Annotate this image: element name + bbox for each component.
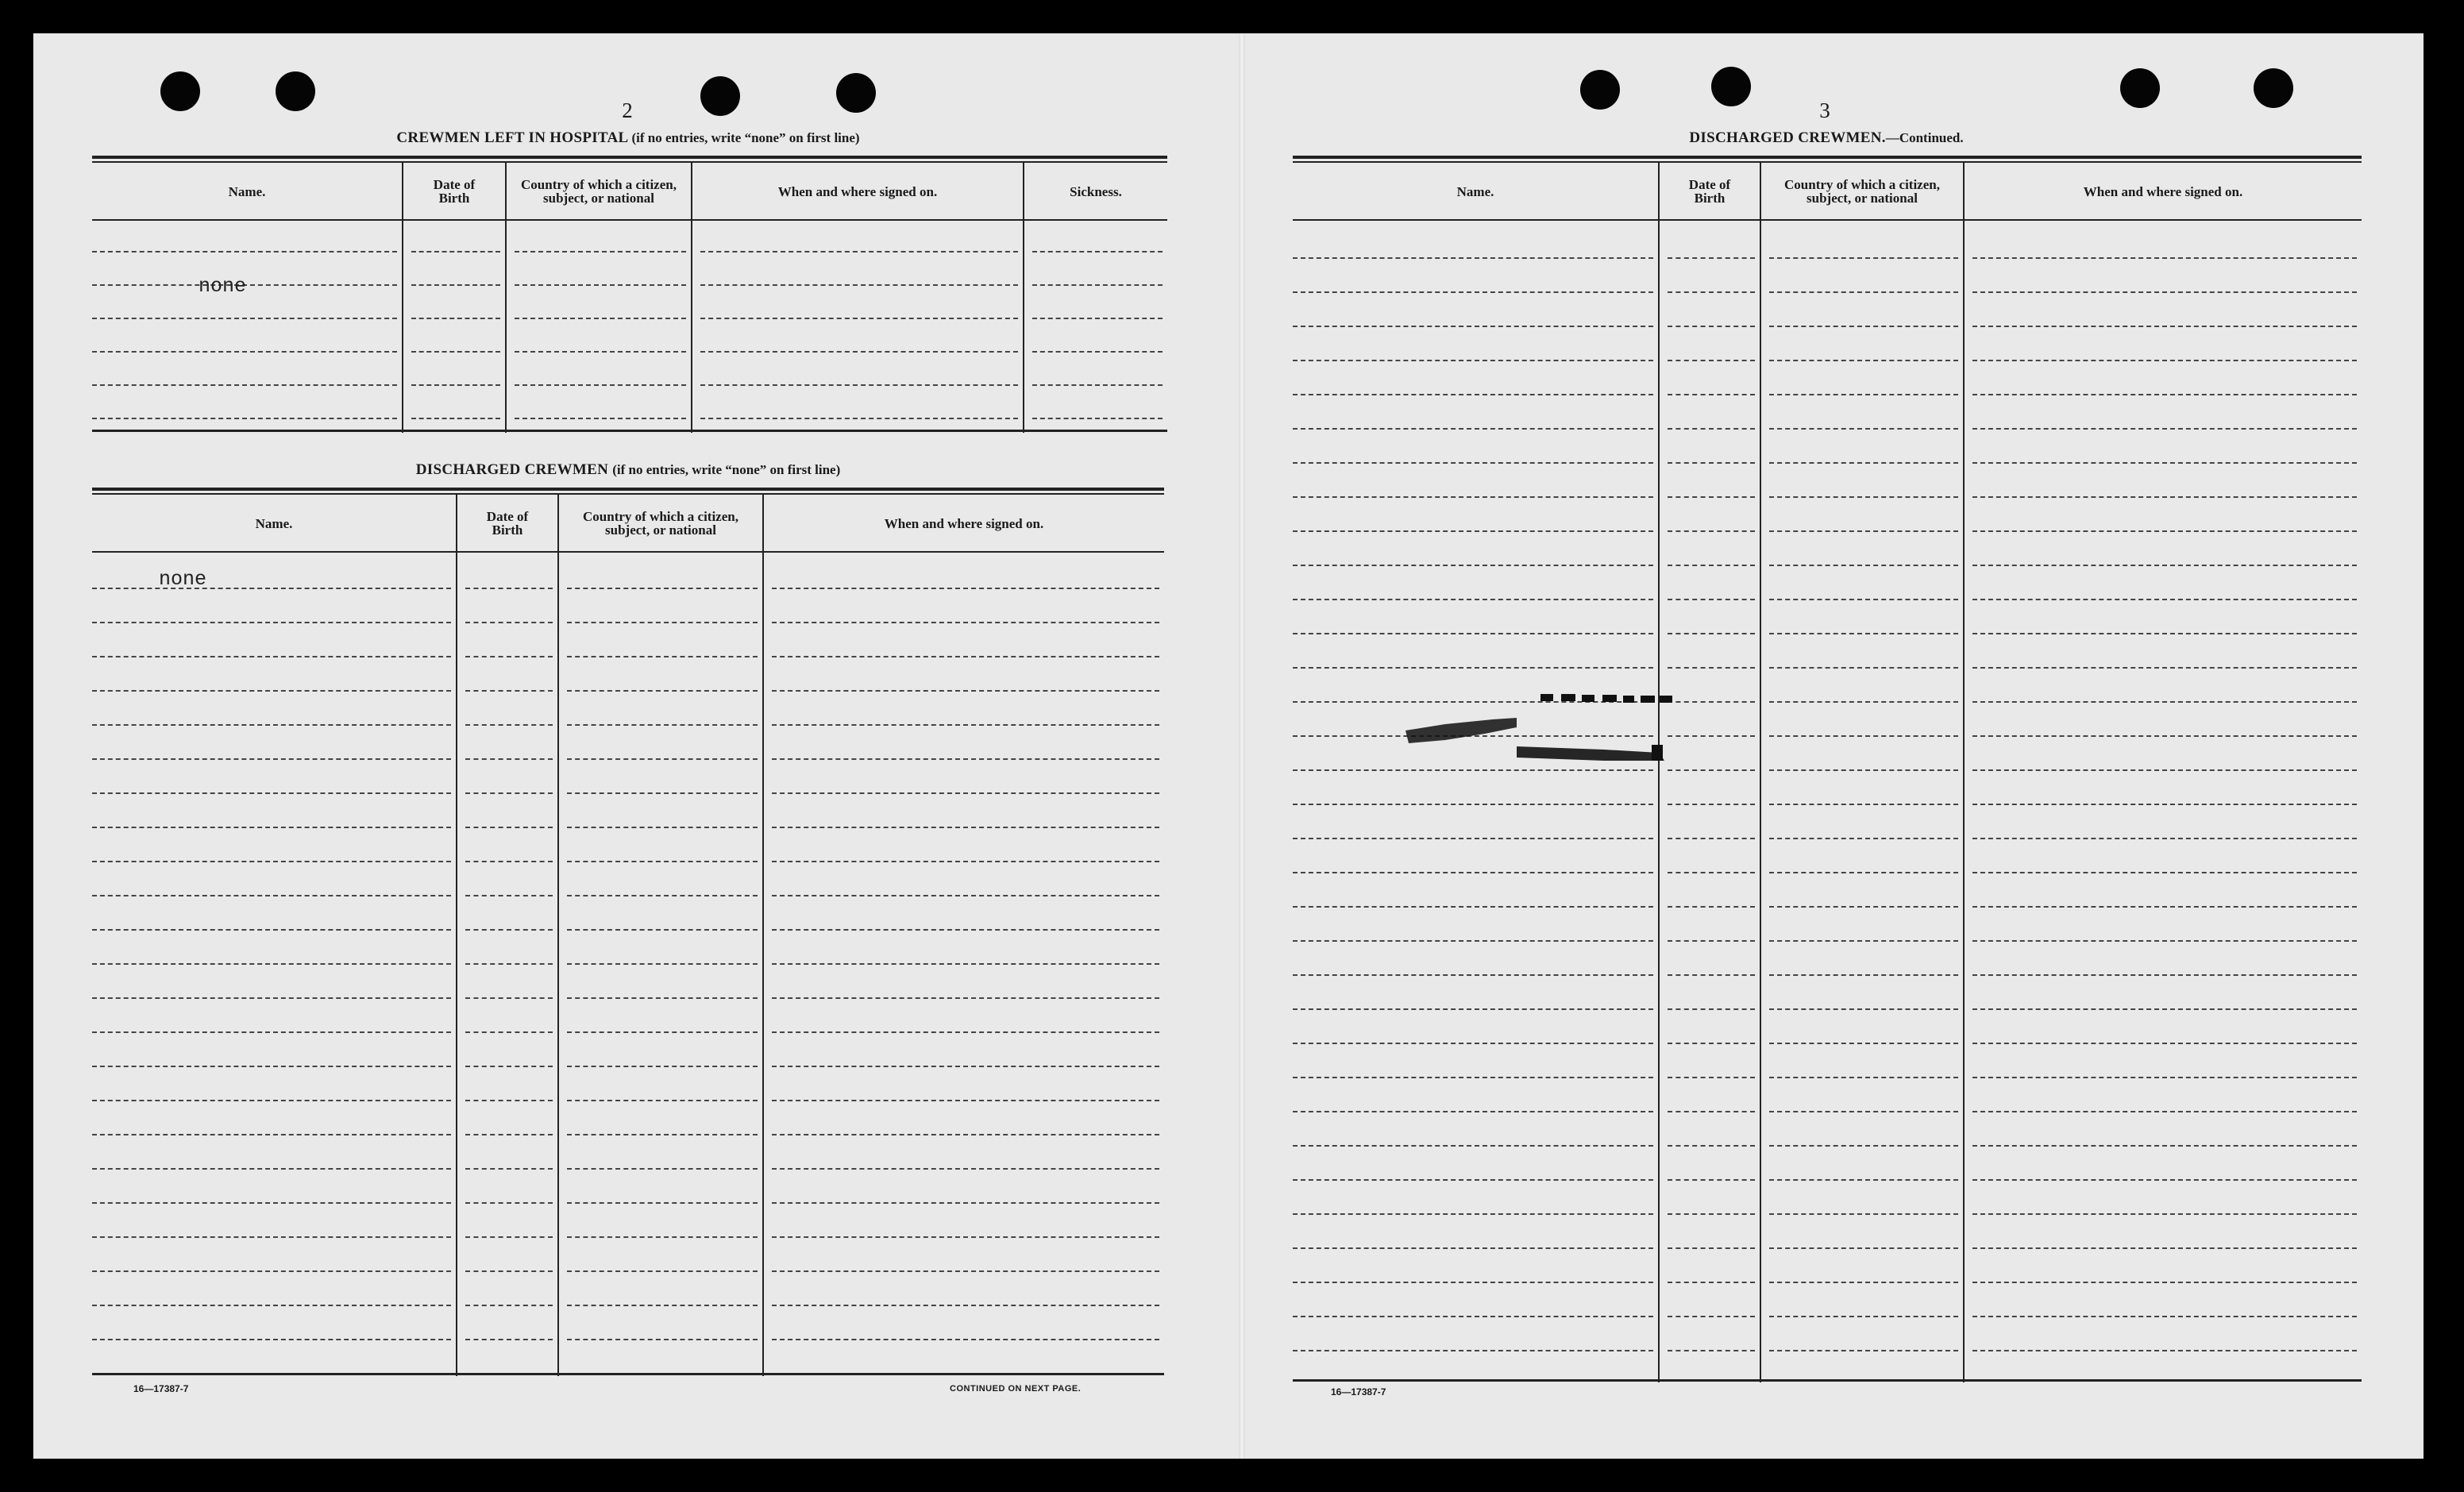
entry-line: [1668, 291, 1755, 293]
entry-line: [567, 622, 758, 623]
entry-line: [1293, 326, 1653, 327]
entry-line: [1769, 1213, 1958, 1215]
page-fold: [1239, 33, 1245, 1459]
entry-line: [465, 792, 553, 794]
entry-line: [1293, 1213, 1653, 1215]
entry-line: [92, 1031, 451, 1033]
entry-line: [567, 690, 758, 692]
entry-line: [465, 1168, 553, 1170]
section-title-text: DISCHARGED CREWMEN: [415, 461, 609, 478]
entry-line: [1769, 1008, 1958, 1010]
entry-line: [465, 1270, 553, 1272]
entry-line: [92, 588, 451, 589]
entry-line: [772, 1202, 1159, 1204]
entry-line: [1668, 1008, 1755, 1010]
entry-line: [92, 1339, 451, 1340]
entry-line: [1668, 1145, 1755, 1147]
entry-line: [1972, 257, 2357, 259]
entry-line: [1032, 418, 1163, 419]
column-header-country: Country of which a citizen, subject, or national: [583, 509, 738, 538]
entry-line: [515, 251, 686, 253]
entry-line: [567, 588, 758, 589]
column-divider: [1023, 161, 1024, 433]
hospital-section-title: [92, 129, 1164, 147]
form-number: 16—17387-7: [1331, 1386, 1386, 1398]
entry-line: [1668, 428, 1755, 430]
entry-line: [1769, 1077, 1958, 1078]
entry-line: [1972, 1247, 2357, 1249]
punch-hole: [2120, 68, 2160, 108]
entry-line: [1668, 1077, 1755, 1078]
section-title-text: DISCHARGED CREWMEN.: [1689, 129, 1886, 146]
entry-line: [465, 1236, 553, 1238]
entry-line: [772, 622, 1159, 623]
entry-line: [1769, 940, 1958, 942]
entry-line: [1668, 1043, 1755, 1044]
entry-line: [411, 284, 500, 286]
entry-line: [92, 827, 451, 828]
discharged-continued-table: [1293, 156, 2362, 1385]
entry-line: [1769, 1316, 1958, 1317]
entry-line: [92, 758, 451, 760]
entry-line: [1668, 1247, 1755, 1249]
entry-line: [772, 929, 1159, 931]
entry-line: [567, 758, 758, 760]
entry-line: [515, 384, 686, 386]
entry-line: [1769, 769, 1958, 771]
entry-line: [92, 1270, 451, 1272]
entry-line: [1769, 1350, 1958, 1351]
entry-line: [1293, 1077, 1653, 1078]
entry-line: [772, 724, 1159, 726]
entry-line: [567, 1134, 758, 1135]
entry-line: [1668, 940, 1755, 942]
entry-line: [1769, 326, 1958, 327]
discharged-table: [92, 488, 1164, 1378]
entry-line: [465, 1031, 553, 1033]
entry-line: [1769, 906, 1958, 908]
entry-line: [92, 997, 451, 999]
entry-line: [1972, 291, 2357, 293]
entry-line: [1293, 1247, 1653, 1249]
entry-line: [772, 792, 1159, 794]
column-header-date-of-birth: Date of Birth: [486, 509, 529, 538]
entry-line: [1972, 1213, 2357, 1215]
entry-line: [465, 861, 553, 862]
entry-line: [1769, 974, 1958, 976]
column-header-date-of-birth: Date of Birth: [433, 177, 476, 206]
entry-line: [411, 318, 500, 319]
entry-line: [1032, 351, 1163, 353]
entry-line: [92, 861, 451, 862]
entry-line: [1293, 291, 1653, 293]
entry-line: [772, 963, 1159, 965]
punch-hole: [700, 76, 740, 116]
continued-note: CONTINUED ON NEXT PAGE.: [950, 1384, 1082, 1394]
entry-line: [772, 1031, 1159, 1033]
entry-line: [1769, 496, 1958, 498]
entry-line: [567, 1066, 758, 1067]
column-header-name: Name.: [255, 515, 293, 531]
column-divider: [691, 161, 692, 433]
entry-line: [1293, 462, 1653, 464]
column-header-sickness: Sickness.: [1070, 183, 1122, 199]
entry-line: [567, 861, 758, 862]
entry-line: [1668, 1350, 1755, 1351]
entry-line: [92, 724, 451, 726]
entry-line: [1293, 872, 1653, 873]
entry-line: [567, 792, 758, 794]
column-header-signed-on: When and where signed on.: [2083, 183, 2243, 199]
entry-line: [1293, 1145, 1653, 1147]
entry-line: [515, 284, 686, 286]
entry-line: [1972, 1145, 2357, 1147]
entry-line: [1668, 906, 1755, 908]
entry-line: [567, 895, 758, 896]
entry-line: [465, 622, 553, 623]
entry-line: [567, 1305, 758, 1306]
discharged-continued-title: [1293, 129, 2360, 147]
section-title-text: CREWMEN LEFT IN HOSPITAL: [396, 129, 628, 146]
entry-line: [465, 758, 553, 760]
entry-line: [465, 588, 553, 589]
entry-line: [1668, 530, 1755, 532]
entry-line: [1972, 1077, 2357, 1078]
entry-line: [1769, 428, 1958, 430]
entry-line: [515, 418, 686, 419]
entry-line: [1668, 1111, 1755, 1112]
entry-line: [567, 1270, 758, 1272]
entry-line: [772, 861, 1159, 862]
entry-line: [1293, 667, 1653, 669]
section-subtitle-text: (if no entries, write “none” on first line): [631, 130, 860, 145]
entry-line: [92, 1168, 451, 1170]
punch-hole: [276, 71, 315, 111]
column-header-name: Name.: [228, 183, 266, 199]
entry-line: [772, 1339, 1159, 1340]
entry-line: [1769, 291, 1958, 293]
entry-line: [465, 690, 553, 692]
entry-line: [1972, 496, 2357, 498]
entry-line: [411, 384, 500, 386]
entry-line: [92, 895, 451, 896]
entry-line: [1972, 326, 2357, 327]
entry-line: [567, 929, 758, 931]
entry-line: [411, 251, 500, 253]
entry-line: [1769, 599, 1958, 600]
entry-line: [92, 1066, 451, 1067]
entry-line: [567, 1339, 758, 1340]
entry-line: [1769, 530, 1958, 532]
punch-hole: [2254, 68, 2293, 108]
entry-line: [1668, 838, 1755, 839]
entry-line: [1293, 633, 1653, 634]
entry-line: [1668, 1316, 1755, 1317]
entry-line: [567, 997, 758, 999]
entry-line: [1668, 1179, 1755, 1181]
entry-line: [1972, 735, 2357, 737]
entry-line: [1293, 565, 1653, 566]
entry-line: [92, 1100, 451, 1101]
entry-line: [1972, 1111, 2357, 1112]
entry-line: [1293, 1111, 1653, 1112]
entry-line: [1668, 872, 1755, 873]
column-divider: [402, 161, 403, 433]
entry-line: [92, 418, 397, 419]
column-header-date-of-birth: Date of Birth: [1688, 177, 1731, 206]
entry-line: [1293, 906, 1653, 908]
entry-line: [567, 1100, 758, 1101]
column-divider: [1658, 161, 1660, 1382]
entry-line: [92, 656, 451, 657]
entry-line: [1668, 1213, 1755, 1215]
entry-line: [1293, 1316, 1653, 1317]
entry-line: [1668, 394, 1755, 395]
entry-line: [772, 656, 1159, 657]
entry-line: [700, 284, 1018, 286]
entry-line: [1972, 462, 2357, 464]
entry-line: [567, 724, 758, 726]
entry-line: [465, 656, 553, 657]
entry-line: [1032, 251, 1163, 253]
entry-line: [1972, 530, 2357, 532]
entry-line: [772, 1066, 1159, 1067]
entry-line: [92, 351, 397, 353]
entry-line: [92, 1236, 451, 1238]
entry-line: [1972, 804, 2357, 805]
entry-line: [1293, 360, 1653, 361]
entry-line: [772, 997, 1159, 999]
entry-line: [1668, 326, 1755, 327]
entry-line: [1293, 1008, 1653, 1010]
entry-line: [700, 418, 1018, 419]
form-number: 16—17387-7: [133, 1383, 189, 1394]
entry-line: [1972, 633, 2357, 634]
entry-line: [1293, 940, 1653, 942]
entry-line: [411, 418, 500, 419]
entry-line: [1293, 804, 1653, 805]
entry-line: [1293, 257, 1653, 259]
entry-line: [92, 929, 451, 931]
entry-line: [1769, 462, 1958, 464]
entry-line: [92, 963, 451, 965]
entry-line: [1769, 1282, 1958, 1283]
entry-line: [1972, 940, 2357, 942]
entry-line: [1972, 701, 2357, 703]
entry-line: [700, 351, 1018, 353]
entry-line: [465, 895, 553, 896]
entry-line: [92, 622, 451, 623]
entry-line: [772, 1305, 1159, 1306]
entry-line: [567, 1031, 758, 1033]
page-number: 2: [622, 98, 633, 122]
entry-line: [1972, 360, 2357, 361]
entry-line: [1769, 1179, 1958, 1181]
entry-line: [1972, 1282, 2357, 1283]
entry-line: [465, 724, 553, 726]
entry-line: [1972, 599, 2357, 600]
entry-line: [772, 588, 1159, 589]
ink-smudge: [1398, 683, 1747, 770]
entry-line: [465, 1134, 553, 1135]
entry-line: [700, 251, 1018, 253]
entry-line: [92, 251, 397, 253]
entry-line: [1769, 804, 1958, 805]
entry-line: [1972, 667, 2357, 669]
entry-line: [1769, 1145, 1958, 1147]
entry-line: [1972, 1179, 2357, 1181]
entry-line: [567, 1168, 758, 1170]
entry-line: [1769, 360, 1958, 361]
entry-line: [92, 1305, 451, 1306]
entry-line: [465, 997, 553, 999]
punch-hole: [1580, 70, 1620, 110]
entry-line: [465, 1100, 553, 1101]
entry-line: [92, 1202, 451, 1204]
entry-line: [1668, 804, 1755, 805]
entry-line: [465, 1202, 553, 1204]
entry-line: [567, 1236, 758, 1238]
entry-line: [1668, 633, 1755, 634]
entry-line: [567, 1202, 758, 1204]
entry-line: [465, 1305, 553, 1306]
entry-line: [1293, 496, 1653, 498]
entry-line: [1032, 384, 1163, 386]
column-divider: [456, 493, 457, 1376]
entry-line: [1293, 1179, 1653, 1181]
column-divider: [557, 493, 559, 1376]
entry-line: [1293, 428, 1653, 430]
entry-line: [1668, 462, 1755, 464]
entry-line: [772, 1100, 1159, 1101]
entry-line: [772, 895, 1159, 896]
entry-line: [1972, 872, 2357, 873]
discharged-entry: none: [159, 568, 207, 591]
entry-line: [1769, 667, 1958, 669]
entry-line: [772, 827, 1159, 828]
entry-line: [465, 827, 553, 828]
entry-line: [1769, 701, 1958, 703]
column-divider: [1760, 161, 1761, 1382]
entry-line: [1972, 1008, 2357, 1010]
entry-line: [1668, 565, 1755, 566]
entry-line: [772, 1236, 1159, 1238]
column-header-signed-on: When and where signed on.: [777, 183, 938, 199]
entry-line: [1972, 394, 2357, 395]
entry-line: [1032, 284, 1163, 286]
entry-line: [465, 1339, 553, 1340]
entry-line: [567, 963, 758, 965]
page-number: 3: [1819, 98, 1830, 122]
entry-line: [411, 351, 500, 353]
entry-line: [92, 792, 451, 794]
column-header-country: Country of which a citizen, subject, or national: [521, 177, 677, 206]
entry-line: [92, 318, 397, 319]
entry-line: [772, 690, 1159, 692]
entry-line: [1769, 394, 1958, 395]
entry-line: [1972, 428, 2357, 430]
hospital-table: [92, 156, 1167, 435]
entry-line: [1769, 565, 1958, 566]
entry-line: [515, 351, 686, 353]
punch-hole: [160, 71, 200, 111]
section-subtitle-text: (if no entries, write “none” on first line): [612, 462, 841, 477]
entry-line: [1769, 735, 1958, 737]
entry-line: [1972, 906, 2357, 908]
entry-line: [1032, 318, 1163, 319]
entry-line: [1769, 1043, 1958, 1044]
punch-hole: [1711, 67, 1751, 106]
entry-line: [567, 656, 758, 657]
entry-line: [772, 1168, 1159, 1170]
entry-line: [465, 929, 553, 931]
entry-line: [1293, 599, 1653, 600]
entry-line: [1769, 633, 1958, 634]
entry-line: [700, 318, 1018, 319]
section-subtitle-text: —Continued.: [1885, 130, 1964, 145]
entry-line: [772, 758, 1159, 760]
entry-line: [1668, 360, 1755, 361]
entry-line: [465, 963, 553, 965]
entry-line: [92, 1134, 451, 1135]
entry-line: [772, 1134, 1159, 1135]
entry-line: [1972, 565, 2357, 566]
entry-line: [1769, 872, 1958, 873]
entry-line: [1972, 1043, 2357, 1044]
entry-line: [1668, 667, 1755, 669]
column-header-signed-on: When and where signed on.: [884, 515, 1044, 531]
column-divider: [762, 493, 764, 1376]
entry-line: [1668, 974, 1755, 976]
entry-line: [1293, 1350, 1653, 1351]
hospital-entry: none: [199, 275, 247, 298]
discharged-section-title: [92, 461, 1164, 479]
entry-line: [700, 384, 1018, 386]
entry-line: [1769, 1247, 1958, 1249]
punch-hole: [836, 73, 876, 113]
entry-line: [1769, 1111, 1958, 1112]
entry-line: [1972, 769, 2357, 771]
entry-line: [92, 690, 451, 692]
entry-line: [1972, 974, 2357, 976]
entry-line: [772, 1270, 1159, 1272]
entry-line: [1972, 838, 2357, 839]
column-divider: [1963, 161, 1965, 1382]
entry-line: [1972, 1316, 2357, 1317]
entry-line: [1293, 1282, 1653, 1283]
entry-line: [567, 827, 758, 828]
entry-line: [1293, 1043, 1653, 1044]
entry-line: [1972, 1350, 2357, 1351]
entry-line: [1293, 838, 1653, 839]
entry-line: [92, 384, 397, 386]
column-divider: [505, 161, 507, 433]
column-header-name: Name.: [1456, 183, 1494, 199]
entry-line: [465, 1066, 553, 1067]
entry-line: [1293, 394, 1653, 395]
entry-line: [1668, 599, 1755, 600]
entry-line: [1769, 838, 1958, 839]
column-header-country: Country of which a citizen, subject, or national: [1784, 177, 1940, 206]
entry-line: [1668, 257, 1755, 259]
entry-line: [1668, 496, 1755, 498]
entry-line: [515, 318, 686, 319]
entry-line: [1293, 530, 1653, 532]
entry-line: [1668, 1282, 1755, 1283]
entry-line: [1769, 257, 1958, 259]
entry-line: [1293, 974, 1653, 976]
